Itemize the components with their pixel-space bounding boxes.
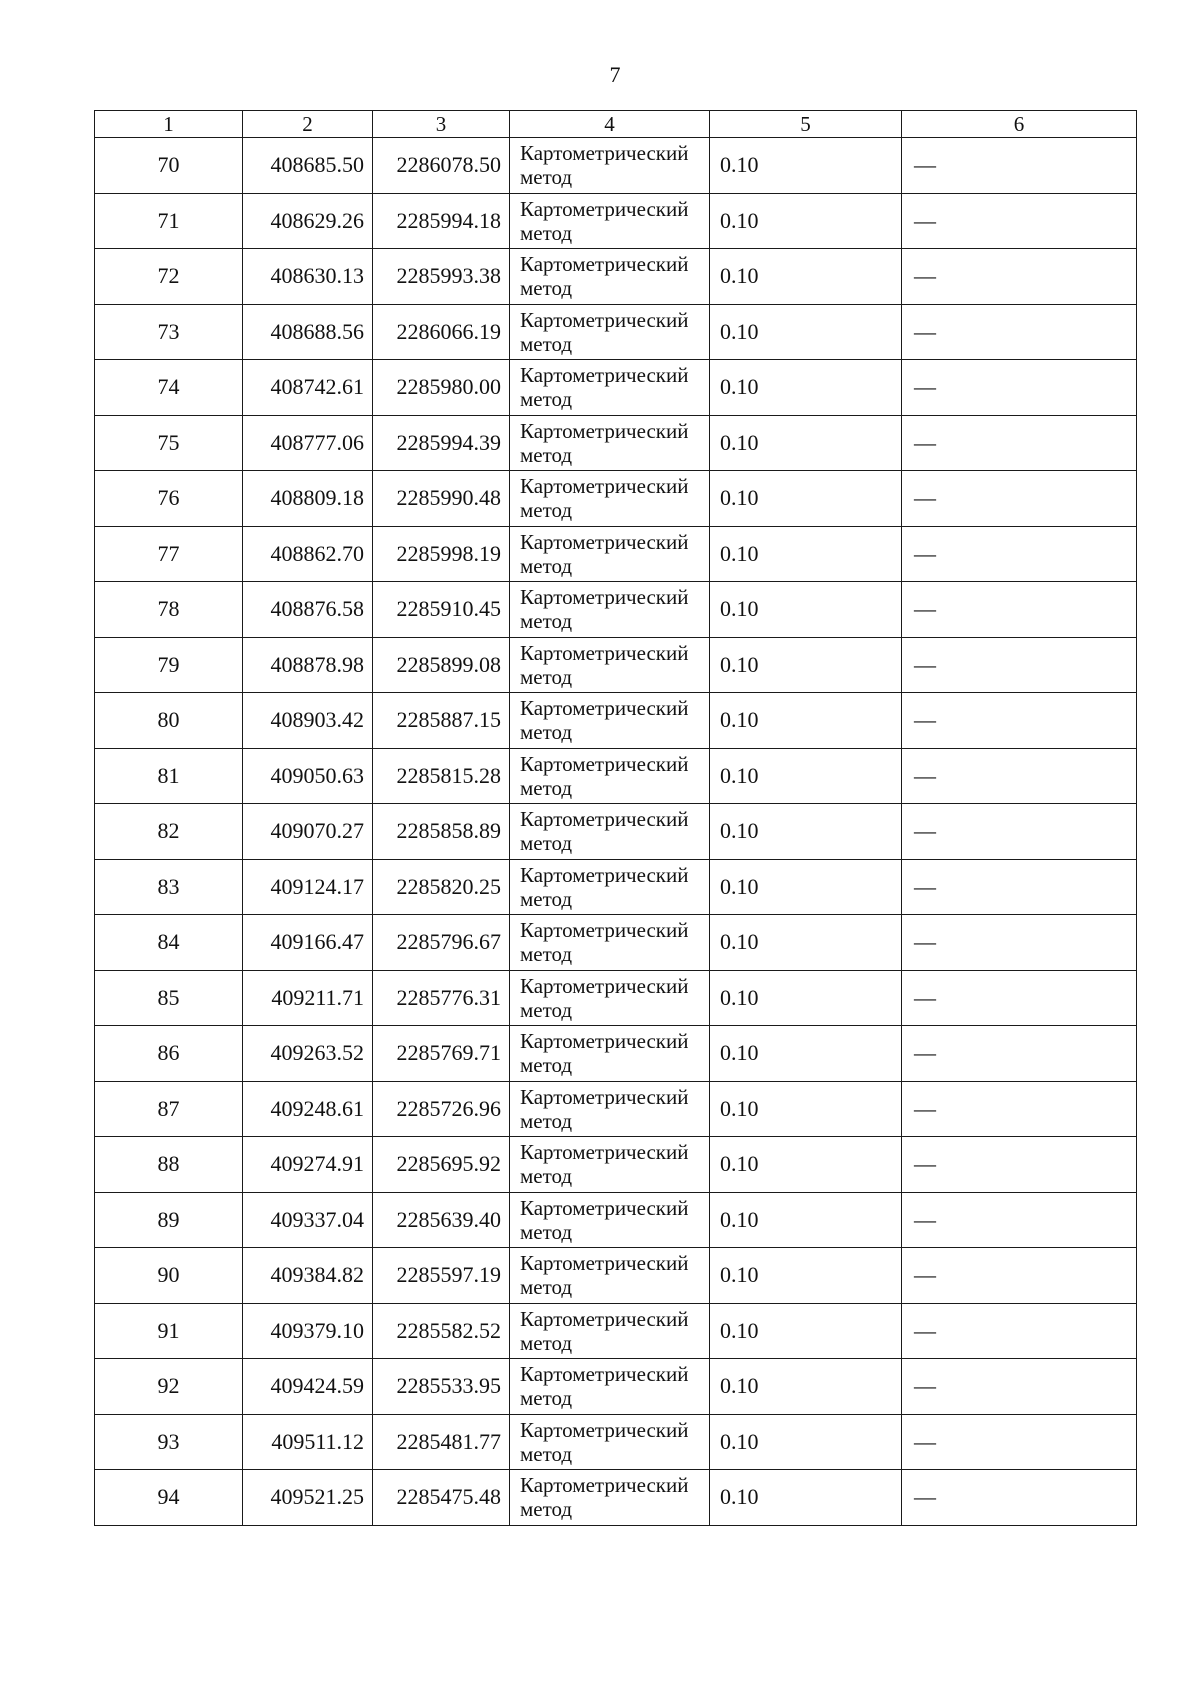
note-cell: — bbox=[902, 1414, 1137, 1470]
x-coordinate-cell: 409070.27 bbox=[243, 804, 373, 860]
accuracy-cell: 0.10 bbox=[710, 1359, 902, 1415]
x-coordinate-cell: 408903.42 bbox=[243, 693, 373, 749]
y-coordinate-cell: 2285726.96 bbox=[373, 1081, 510, 1137]
y-coordinate-cell: 2285994.39 bbox=[373, 415, 510, 471]
y-coordinate-cell: 2285887.15 bbox=[373, 693, 510, 749]
y-coordinate-cell: 2285776.31 bbox=[373, 970, 510, 1026]
x-coordinate-cell: 408685.50 bbox=[243, 138, 373, 194]
column-header-5: 5 bbox=[710, 111, 902, 138]
method-line-1: Картометрический bbox=[520, 807, 689, 832]
accuracy-cell: 0.10 bbox=[710, 249, 902, 305]
point-number-cell: 80 bbox=[95, 693, 243, 749]
method-line-2: метод bbox=[520, 997, 573, 1022]
method-line-1: Картометрический bbox=[520, 1029, 689, 1054]
method-cell bbox=[510, 360, 710, 416]
accuracy-cell: 0.10 bbox=[710, 415, 902, 471]
table-body bbox=[95, 111, 1137, 1526]
table-row bbox=[95, 304, 1137, 360]
method-line-2: метод bbox=[520, 720, 573, 745]
y-coordinate-cell: 2286078.50 bbox=[373, 138, 510, 194]
y-coordinate-cell: 2285769.71 bbox=[373, 1026, 510, 1082]
point-number-cell: 82 bbox=[95, 804, 243, 860]
method-line-2: метод bbox=[520, 1275, 573, 1300]
method-line-1: Картометрический bbox=[520, 1473, 689, 1498]
x-coordinate-cell: 408809.18 bbox=[243, 471, 373, 527]
accuracy-cell: 0.10 bbox=[710, 138, 902, 194]
y-coordinate-cell: 2285582.52 bbox=[373, 1303, 510, 1359]
table-row bbox=[95, 249, 1137, 305]
note-cell: — bbox=[902, 582, 1137, 638]
table-header-row bbox=[95, 111, 1137, 138]
method-line-1: Картометрический bbox=[520, 363, 689, 388]
method-line-1: Картометрический bbox=[520, 474, 689, 499]
method-cell bbox=[510, 582, 710, 638]
method-line-2: метод bbox=[520, 276, 573, 301]
y-coordinate-cell: 2285597.19 bbox=[373, 1248, 510, 1304]
note-cell: — bbox=[902, 249, 1137, 305]
method-line-2: метод bbox=[520, 609, 573, 634]
x-coordinate-cell: 408629.26 bbox=[243, 193, 373, 249]
method-cell bbox=[510, 1081, 710, 1137]
method-line-1: Картометрический bbox=[520, 751, 689, 776]
table-row bbox=[95, 1248, 1137, 1304]
note-cell: — bbox=[902, 637, 1137, 693]
note-cell: — bbox=[902, 748, 1137, 804]
method-line-2: метод bbox=[520, 1330, 573, 1355]
method-line-2: метод bbox=[520, 220, 573, 245]
x-coordinate-cell: 409124.17 bbox=[243, 859, 373, 915]
y-coordinate-cell: 2285533.95 bbox=[373, 1359, 510, 1415]
y-coordinate-cell: 2285910.45 bbox=[373, 582, 510, 638]
table-row bbox=[95, 970, 1137, 1026]
y-coordinate-cell: 2285475.48 bbox=[373, 1470, 510, 1526]
table-row bbox=[95, 1414, 1137, 1470]
method-cell bbox=[510, 138, 710, 194]
point-number-cell: 92 bbox=[95, 1359, 243, 1415]
method-cell bbox=[510, 1137, 710, 1193]
x-coordinate-cell: 408688.56 bbox=[243, 304, 373, 360]
table-row bbox=[95, 1470, 1137, 1526]
accuracy-cell: 0.10 bbox=[710, 804, 902, 860]
method-line-1: Картометрический bbox=[520, 418, 689, 443]
method-cell bbox=[510, 1026, 710, 1082]
point-number-cell: 72 bbox=[95, 249, 243, 305]
point-number-cell: 79 bbox=[95, 637, 243, 693]
y-coordinate-cell: 2285858.89 bbox=[373, 804, 510, 860]
method-line-1: Картометрический bbox=[520, 307, 689, 332]
accuracy-cell: 0.10 bbox=[710, 1137, 902, 1193]
note-cell: — bbox=[902, 915, 1137, 971]
column-header-6: 6 bbox=[902, 111, 1137, 138]
y-coordinate-cell: 2285993.38 bbox=[373, 249, 510, 305]
point-number-cell: 74 bbox=[95, 360, 243, 416]
method-cell bbox=[510, 804, 710, 860]
accuracy-cell: 0.10 bbox=[710, 1081, 902, 1137]
method-line-1: Картометрический bbox=[520, 1140, 689, 1165]
table-row bbox=[95, 415, 1137, 471]
x-coordinate-cell: 409263.52 bbox=[243, 1026, 373, 1082]
method-cell bbox=[510, 1248, 710, 1304]
accuracy-cell: 0.10 bbox=[710, 1248, 902, 1304]
method-cell bbox=[510, 970, 710, 1026]
accuracy-cell: 0.10 bbox=[710, 1303, 902, 1359]
method-line-1: Картометрический bbox=[520, 1362, 689, 1387]
x-coordinate-cell: 409166.47 bbox=[243, 915, 373, 971]
x-coordinate-cell: 409511.12 bbox=[243, 1414, 373, 1470]
method-cell bbox=[510, 415, 710, 471]
point-number-cell: 93 bbox=[95, 1414, 243, 1470]
note-cell: — bbox=[902, 526, 1137, 582]
column-header-2: 2 bbox=[243, 111, 373, 138]
method-cell bbox=[510, 859, 710, 915]
method-line-1: Картометрический bbox=[520, 973, 689, 998]
y-coordinate-cell: 2285639.40 bbox=[373, 1192, 510, 1248]
note-cell: — bbox=[902, 415, 1137, 471]
method-line-2: метод bbox=[520, 498, 573, 523]
point-number-cell: 84 bbox=[95, 915, 243, 971]
x-coordinate-cell: 409274.91 bbox=[243, 1137, 373, 1193]
method-line-1: Картометрический bbox=[520, 585, 689, 610]
method-line-2: метод bbox=[520, 1497, 573, 1522]
point-number-cell: 94 bbox=[95, 1470, 243, 1526]
x-coordinate-cell: 408862.70 bbox=[243, 526, 373, 582]
point-number-cell: 87 bbox=[95, 1081, 243, 1137]
table-row bbox=[95, 693, 1137, 749]
accuracy-cell: 0.10 bbox=[710, 693, 902, 749]
method-line-2: метод bbox=[520, 165, 573, 190]
note-cell: — bbox=[902, 1470, 1137, 1526]
method-line-2: метод bbox=[520, 942, 573, 967]
point-number-cell: 81 bbox=[95, 748, 243, 804]
column-header-1: 1 bbox=[95, 111, 243, 138]
method-line-1: Картометрический bbox=[520, 1417, 689, 1442]
accuracy-cell: 0.10 bbox=[710, 748, 902, 804]
method-cell bbox=[510, 1414, 710, 1470]
y-coordinate-cell: 2285899.08 bbox=[373, 637, 510, 693]
table-row bbox=[95, 915, 1137, 971]
x-coordinate-cell: 408878.98 bbox=[243, 637, 373, 693]
method-line-1: Картометрический bbox=[520, 1084, 689, 1109]
method-line-1: Картометрический bbox=[520, 640, 689, 665]
point-number-cell: 76 bbox=[95, 471, 243, 527]
table-row bbox=[95, 138, 1137, 194]
accuracy-cell: 0.10 bbox=[710, 1192, 902, 1248]
method-line-1: Картометрический bbox=[520, 696, 689, 721]
method-line-2: метод bbox=[520, 1386, 573, 1411]
y-coordinate-cell: 2285695.92 bbox=[373, 1137, 510, 1193]
method-line-1: Картометрический bbox=[520, 141, 689, 166]
method-cell bbox=[510, 249, 710, 305]
method-cell bbox=[510, 693, 710, 749]
point-number-cell: 71 bbox=[95, 193, 243, 249]
method-line-2: метод bbox=[520, 886, 573, 911]
accuracy-cell: 0.10 bbox=[710, 915, 902, 971]
table-row bbox=[95, 471, 1137, 527]
point-number-cell: 91 bbox=[95, 1303, 243, 1359]
table-row bbox=[95, 859, 1137, 915]
note-cell: — bbox=[902, 1026, 1137, 1082]
table-row bbox=[95, 804, 1137, 860]
x-coordinate-cell: 409521.25 bbox=[243, 1470, 373, 1526]
note-cell: — bbox=[902, 138, 1137, 194]
x-coordinate-cell: 408777.06 bbox=[243, 415, 373, 471]
method-cell bbox=[510, 1470, 710, 1526]
method-cell bbox=[510, 915, 710, 971]
method-cell bbox=[510, 526, 710, 582]
y-coordinate-cell: 2285796.67 bbox=[373, 915, 510, 971]
note-cell: — bbox=[902, 1359, 1137, 1415]
accuracy-cell: 0.10 bbox=[710, 526, 902, 582]
y-coordinate-cell: 2285815.28 bbox=[373, 748, 510, 804]
column-header-3: 3 bbox=[373, 111, 510, 138]
y-coordinate-cell: 2286066.19 bbox=[373, 304, 510, 360]
method-cell bbox=[510, 637, 710, 693]
method-cell bbox=[510, 1359, 710, 1415]
note-cell: — bbox=[902, 1192, 1137, 1248]
y-coordinate-cell: 2285998.19 bbox=[373, 526, 510, 582]
method-line-1: Картометрический bbox=[520, 918, 689, 943]
method-line-2: метод bbox=[520, 1219, 573, 1244]
method-line-2: метод bbox=[520, 664, 573, 689]
table-row bbox=[95, 748, 1137, 804]
x-coordinate-cell: 409211.71 bbox=[243, 970, 373, 1026]
note-cell: — bbox=[902, 471, 1137, 527]
point-number-cell: 73 bbox=[95, 304, 243, 360]
y-coordinate-cell: 2285820.25 bbox=[373, 859, 510, 915]
x-coordinate-cell: 409424.59 bbox=[243, 1359, 373, 1415]
method-cell bbox=[510, 748, 710, 804]
point-number-cell: 78 bbox=[95, 582, 243, 638]
point-number-cell: 86 bbox=[95, 1026, 243, 1082]
method-cell bbox=[510, 304, 710, 360]
method-line-2: метод bbox=[520, 1441, 573, 1466]
note-cell: — bbox=[902, 970, 1137, 1026]
method-line-2: метод bbox=[520, 1164, 573, 1189]
accuracy-cell: 0.10 bbox=[710, 859, 902, 915]
table-row bbox=[95, 582, 1137, 638]
table-row bbox=[95, 1303, 1137, 1359]
method-line-1: Картометрический bbox=[520, 862, 689, 887]
point-number-cell: 83 bbox=[95, 859, 243, 915]
method-line-1: Картометрический bbox=[520, 1306, 689, 1331]
x-coordinate-cell: 408742.61 bbox=[243, 360, 373, 416]
x-coordinate-cell: 409379.10 bbox=[243, 1303, 373, 1359]
accuracy-cell: 0.10 bbox=[710, 970, 902, 1026]
accuracy-cell: 0.10 bbox=[710, 1026, 902, 1082]
method-line-2: метод bbox=[520, 1053, 573, 1078]
table-row bbox=[95, 526, 1137, 582]
method-line-2: метод bbox=[520, 553, 573, 578]
table-row bbox=[95, 1026, 1137, 1082]
accuracy-cell: 0.10 bbox=[710, 637, 902, 693]
method-line-1: Картометрический bbox=[520, 529, 689, 554]
method-line-2: метод bbox=[520, 775, 573, 800]
method-line-1: Картометрический bbox=[520, 1195, 689, 1220]
accuracy-cell: 0.10 bbox=[710, 360, 902, 416]
table-row bbox=[95, 1192, 1137, 1248]
method-cell bbox=[510, 1303, 710, 1359]
point-number-cell: 85 bbox=[95, 970, 243, 1026]
x-coordinate-cell: 409337.04 bbox=[243, 1192, 373, 1248]
table-row bbox=[95, 1359, 1137, 1415]
table-row bbox=[95, 360, 1137, 416]
note-cell: — bbox=[902, 859, 1137, 915]
x-coordinate-cell: 408630.13 bbox=[243, 249, 373, 305]
x-coordinate-cell: 409248.61 bbox=[243, 1081, 373, 1137]
note-cell: — bbox=[902, 693, 1137, 749]
x-coordinate-cell: 408876.58 bbox=[243, 582, 373, 638]
method-cell bbox=[510, 1192, 710, 1248]
method-cell bbox=[510, 471, 710, 527]
note-cell: — bbox=[902, 304, 1137, 360]
method-line-2: метод bbox=[520, 442, 573, 467]
table-row bbox=[95, 193, 1137, 249]
method-line-2: метод bbox=[520, 331, 573, 356]
method-line-2: метод bbox=[520, 387, 573, 412]
y-coordinate-cell: 2285980.00 bbox=[373, 360, 510, 416]
x-coordinate-cell: 409050.63 bbox=[243, 748, 373, 804]
method-line-1: Картометрический bbox=[520, 252, 689, 277]
point-number-cell: 70 bbox=[95, 138, 243, 194]
point-number-cell: 90 bbox=[95, 1248, 243, 1304]
note-cell: — bbox=[902, 360, 1137, 416]
point-number-cell: 88 bbox=[95, 1137, 243, 1193]
note-cell: — bbox=[902, 1303, 1137, 1359]
page-number: 7 bbox=[609, 62, 621, 87]
y-coordinate-cell: 2285481.77 bbox=[373, 1414, 510, 1470]
note-cell: — bbox=[902, 1137, 1137, 1193]
method-line-2: метод bbox=[520, 1108, 573, 1133]
note-cell: — bbox=[902, 804, 1137, 860]
accuracy-cell: 0.10 bbox=[710, 582, 902, 638]
coordinates-table bbox=[94, 110, 1137, 1526]
accuracy-cell: 0.10 bbox=[710, 471, 902, 527]
note-cell: — bbox=[902, 193, 1137, 249]
point-number-cell: 75 bbox=[95, 415, 243, 471]
x-coordinate-cell: 409384.82 bbox=[243, 1248, 373, 1304]
point-number-cell: 89 bbox=[95, 1192, 243, 1248]
y-coordinate-cell: 2285994.18 bbox=[373, 193, 510, 249]
method-line-1: Картометрический bbox=[520, 1251, 689, 1276]
accuracy-cell: 0.10 bbox=[710, 1470, 902, 1526]
note-cell: — bbox=[902, 1081, 1137, 1137]
note-cell: — bbox=[902, 1248, 1137, 1304]
accuracy-cell: 0.10 bbox=[710, 193, 902, 249]
method-cell bbox=[510, 193, 710, 249]
accuracy-cell: 0.10 bbox=[710, 1414, 902, 1470]
point-number-cell: 77 bbox=[95, 526, 243, 582]
table-row bbox=[95, 637, 1137, 693]
method-line-2: метод bbox=[520, 831, 573, 856]
method-line-1: Картометрический bbox=[520, 196, 689, 221]
y-coordinate-cell: 2285990.48 bbox=[373, 471, 510, 527]
accuracy-cell: 0.10 bbox=[710, 304, 902, 360]
table-row bbox=[95, 1081, 1137, 1137]
column-header-4: 4 bbox=[510, 111, 710, 138]
table-row bbox=[95, 1137, 1137, 1193]
